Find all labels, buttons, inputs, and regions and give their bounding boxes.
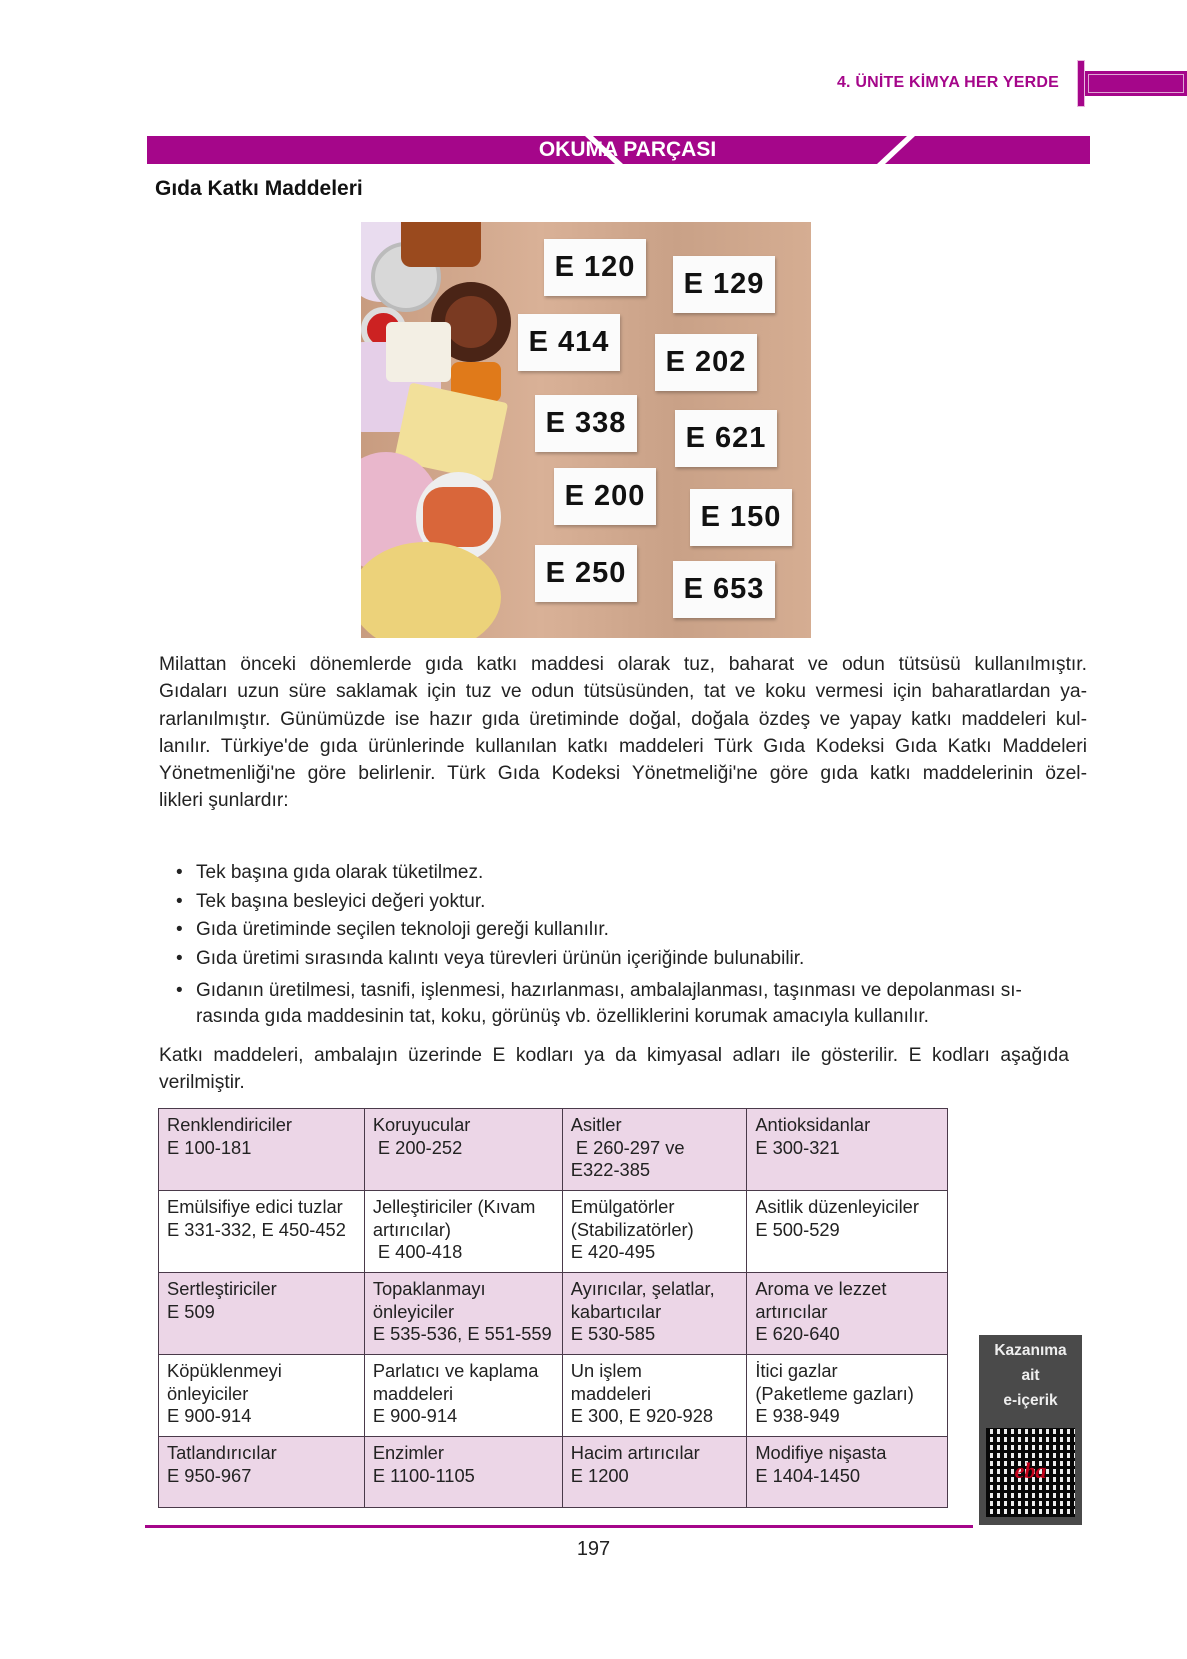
text-line: Katkı maddeleri, ambalajın üzerinde E kodları ya da kimyasal adları ile gösterilir. E kodları aşağıda xyxy=(159,1045,1069,1066)
cell-line: İtici gazlar xyxy=(755,1360,838,1381)
cell-line: E322-385 xyxy=(570,1159,651,1180)
cell-line: Renklendiriciler xyxy=(167,1114,292,1135)
cell-line: önleyiciler xyxy=(372,1300,455,1322)
table-cell xyxy=(562,1109,747,1191)
section-title: Gıda Katkı Maddeleri xyxy=(155,177,363,200)
bullet-text: Tek başına gıda olarak tüketilmez. xyxy=(196,862,484,883)
bullet-text: Tek başına besleyici değeri yoktur. xyxy=(196,891,486,912)
cell-line: maddeleri xyxy=(372,1382,454,1404)
table-cell xyxy=(562,1355,747,1437)
cell-line: E 1404-1450 xyxy=(755,1464,861,1486)
e-code-label: E 200 xyxy=(554,468,656,525)
cell-line: Asitler xyxy=(570,1114,622,1135)
bullet-text: Gıda üretimi sırasında kalıntı veya türevleri ürünün içeriğinde bulunabilir. xyxy=(196,948,805,969)
bullet-text: rasında gıda maddesinin tat, koku, görünüş vb. özelliklerini korumak amacıyla kullanılır. xyxy=(196,1006,929,1027)
outro-paragraph xyxy=(159,1042,1069,1097)
e-code-label: E 250 xyxy=(535,545,637,602)
table-cell xyxy=(364,1273,562,1355)
cell-line: önleyiciler xyxy=(167,1382,249,1404)
e-code-label: E 621 xyxy=(675,410,777,467)
cell-line: Enzimler xyxy=(372,1442,444,1463)
cell-line: Parlatıcı ve kaplama xyxy=(372,1360,539,1381)
qr-caption: ait xyxy=(1021,1367,1040,1384)
table-cell xyxy=(159,1273,365,1355)
text-line: Gıdaları uzun süre saklamak için tuz ve odun tütsüsünden, tat ve koku vermesi için baharatlardan ya- xyxy=(159,681,1087,703)
table-cell xyxy=(364,1437,562,1508)
cell-line: Topaklanmayı xyxy=(372,1278,486,1299)
cell-line: E 535-536, E 551-559 xyxy=(372,1323,552,1344)
table-cell xyxy=(159,1355,365,1437)
table-cell xyxy=(747,1109,948,1191)
cell-line: kabartıcılar xyxy=(570,1300,662,1322)
unit-title: 4. ÜNİTE KİMYA HER YERDE xyxy=(836,74,1059,91)
table-cell xyxy=(747,1437,948,1508)
cell-line: Emülsifiye edici tuzlar xyxy=(167,1196,343,1217)
cell-line: Modifiye nişasta xyxy=(755,1442,887,1463)
intro-paragraph xyxy=(159,651,1087,815)
cell-line: E 1200 xyxy=(570,1464,629,1486)
e-code-label: E 338 xyxy=(535,395,637,452)
table-cell xyxy=(747,1273,948,1355)
e-code-label: E 414 xyxy=(518,314,620,371)
cell-line: Sertleştiriciler xyxy=(167,1278,277,1299)
e-code-label: E 120 xyxy=(544,239,646,296)
cell-line: artırıcılar xyxy=(755,1300,828,1322)
e-code-label: E 150 xyxy=(690,489,792,546)
cell-line: Emülgatörler xyxy=(570,1196,675,1217)
cell-line: Tatlandırıcılar xyxy=(167,1442,277,1463)
e-code-label: E 653 xyxy=(673,561,775,618)
banner-label: OKUMA PARÇASI xyxy=(538,138,717,161)
cell-line: E 400-418 xyxy=(372,1241,463,1262)
text-line: Yönetmenliği'ne göre belirlenir. Türk Gıda Kodeksi Yönetmeliği'ne göre gıda katkı maddelerinin özel- xyxy=(159,763,1087,785)
e-code-label: E 129 xyxy=(673,256,775,313)
text-line: verilmiştir. xyxy=(159,1072,245,1094)
cell-line: artırıcılar) xyxy=(372,1218,452,1240)
table-cell xyxy=(747,1355,948,1437)
cell-line: E 1100-1105 xyxy=(372,1464,475,1486)
table-row xyxy=(159,1273,948,1355)
cell-line: E 509 xyxy=(167,1300,215,1322)
cell-line: E 420-495 xyxy=(570,1241,656,1262)
cell-line: E 200-252 xyxy=(372,1136,463,1158)
table-cell xyxy=(159,1191,365,1273)
e-code-table xyxy=(158,1108,948,1508)
table-cell xyxy=(562,1273,747,1355)
table-row xyxy=(159,1437,948,1508)
cell-line: Antioksidanlar xyxy=(755,1114,871,1135)
cell-line: Un işlem xyxy=(570,1360,642,1381)
e-code-label: E 202 xyxy=(655,334,757,391)
table-cell xyxy=(159,1437,365,1508)
cell-line: E 500-529 xyxy=(755,1218,840,1240)
cell-line: E 100-181 xyxy=(167,1136,252,1158)
cell-line: E 260-297 ve xyxy=(570,1136,685,1158)
cell-line: Aroma ve lezzet xyxy=(755,1278,887,1299)
text-line: likleri şunlardır: xyxy=(159,790,289,812)
text-line: lanılır. Türkiye'de gıda ürünlerinde kullanılan katkı maddeleri Türk Gıda Kodeksi Gıda Katkı Maddeleri xyxy=(159,735,1087,757)
eba-logo: eba xyxy=(1014,1458,1047,1483)
table-cell xyxy=(364,1355,562,1437)
footer-divider xyxy=(145,1525,973,1528)
cell-line: E 620-640 xyxy=(755,1323,840,1344)
cell-line: Koruyucular xyxy=(372,1114,471,1135)
table-cell xyxy=(159,1109,365,1191)
table-row xyxy=(159,1191,948,1273)
cell-line: E 530-585 xyxy=(570,1323,656,1344)
qr-caption: e-içerik xyxy=(1003,1392,1058,1409)
reading-banner xyxy=(147,136,1090,164)
table-row xyxy=(159,1109,948,1191)
text-line: rarlanılmıştır. Günümüzde ise hazır gıda üretiminde doğal, doğala özdeş ve yapay katkı maddeleri kul- xyxy=(159,708,1087,730)
text-line: Milattan önceki dönemlerde gıda katkı maddesi olarak tuz, baharat ve odun tütsüsü kullanılmıştır. xyxy=(159,654,1087,675)
table-row xyxy=(159,1355,948,1437)
cell-line: (Stabilizatörler) xyxy=(570,1218,694,1240)
table-cell xyxy=(364,1109,562,1191)
table-cell xyxy=(364,1191,562,1273)
cell-line: maddeleri xyxy=(570,1382,652,1404)
cell-line: E 300-321 xyxy=(755,1136,840,1158)
cell-line: Asitlik düzenleyiciler xyxy=(755,1196,919,1217)
table-cell xyxy=(562,1437,747,1508)
unit-tab-marker xyxy=(1077,60,1187,107)
cell-line: Jelleştiriciler (Kıvam xyxy=(372,1196,536,1217)
bullet-text: Gıdanın üretilmesi, tasnifi, işlenmesi, hazırlanması, ambalajlanması, taşınması ve depolanması sı- xyxy=(196,980,1022,1001)
cell-line: E 900-914 xyxy=(372,1405,458,1426)
table-cell xyxy=(562,1191,747,1273)
cell-line: Hacim artırıcılar xyxy=(570,1442,700,1463)
cell-line: Köpüklenmeyi xyxy=(167,1360,282,1381)
cell-line: (Paketleme gazları) xyxy=(755,1382,914,1404)
table-cell xyxy=(747,1191,948,1273)
cell-line: E 300, E 920-928 xyxy=(570,1405,714,1426)
cell-line: E 950-967 xyxy=(167,1464,252,1486)
cell-line: Ayırıcılar, şelatlar, xyxy=(570,1278,715,1299)
page-number: 197 xyxy=(576,1538,611,1560)
cell-line: E 900-914 xyxy=(167,1405,252,1426)
cell-line: E 331-332, E 450-452 xyxy=(167,1218,346,1240)
cell-line: E 938-949 xyxy=(755,1405,840,1426)
bullet-text: Gıda üretiminde seçilen teknoloji gereği kullanılır. xyxy=(196,919,609,940)
qr-caption: Kazanıma xyxy=(994,1342,1067,1359)
e-content-qr-panel[interactable] xyxy=(979,1335,1082,1525)
